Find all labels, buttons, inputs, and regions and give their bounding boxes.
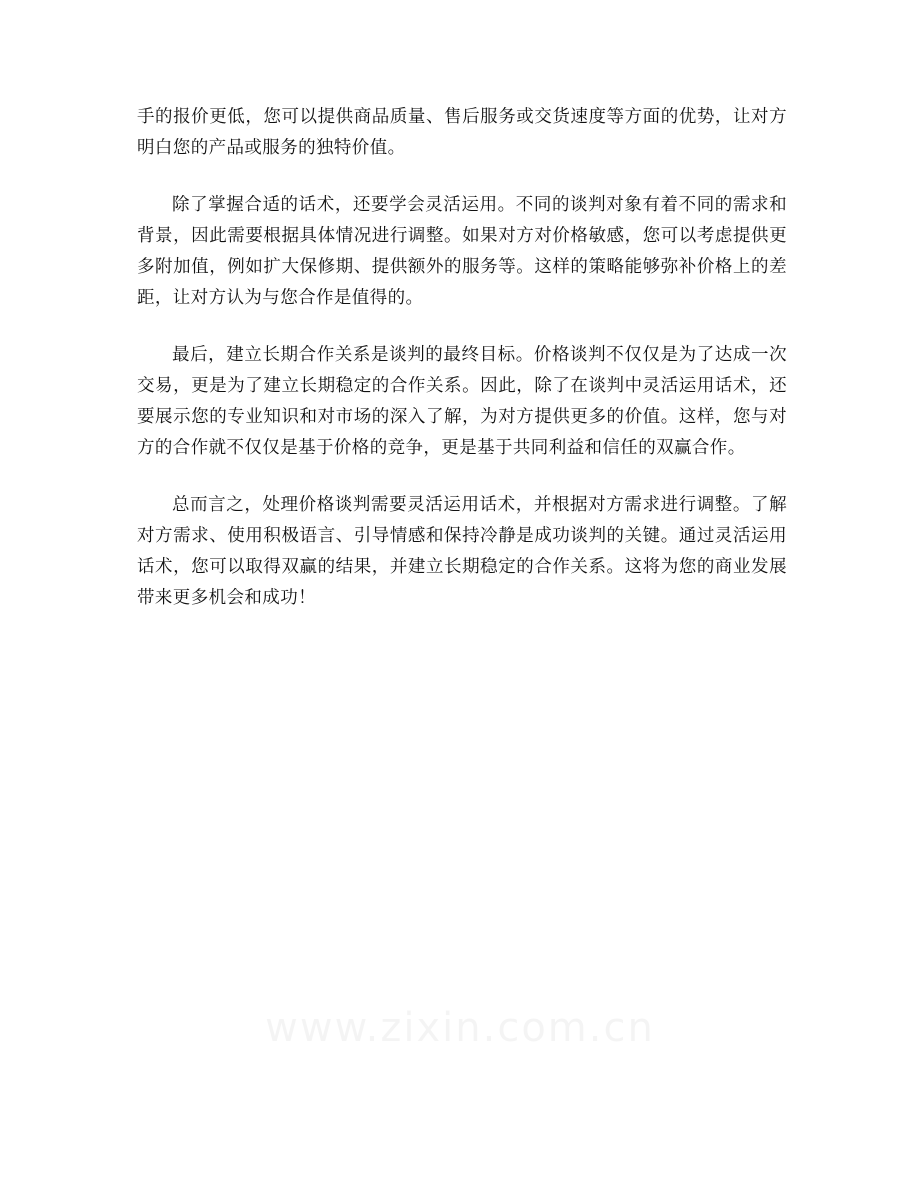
document-body [137, 102, 787, 614]
watermark [0, 1005, 920, 1051]
paragraph: 总而言之，处理价格谈判需要灵活运用话术，并根据对方需求进行调整。了解对方需求、使用积极语言、引导情感和保持冷静是成功谈判的关键。通过灵活运用话术，您可以取得双赢的结果，并建立长期稳定的合作关系。这将为您的商业发展带来更多机会和成功！ [137, 495, 787, 608]
paragraph-continued: 手的报价更低，您可以提供商品质量、售后服务或交货速度等方面的优势，让对方明白您的产品或服务的独特价值。 [137, 107, 787, 158]
paragraph: 除了掌握合适的话术，还要学会灵活运用。不同的谈判对象有着不同的需求和背景，因此需要根据具体情况进行调整。如果对方对价格敏感，您可以考虑提供更多附加值，例如扩大保修期、提供额外的服务等。这样的策略能够弥补价格上的差距，让对方认为与您合作是值得的。 [137, 195, 787, 308]
paragraph: 最后，建立长期合作关系是谈判的最终目标。价格谈判不仅仅是为了达成一次交易，更是为了建立长期稳定的合作关系。因此，除了在谈判中灵活运用话术，还要展示您的专业知识和对市场的深入了解，为对方提供更多的价值。这样，您与对方的合作就不仅仅是基于价格的竞争，更是基于共同利益和信任的双赢合作。 [137, 345, 787, 458]
